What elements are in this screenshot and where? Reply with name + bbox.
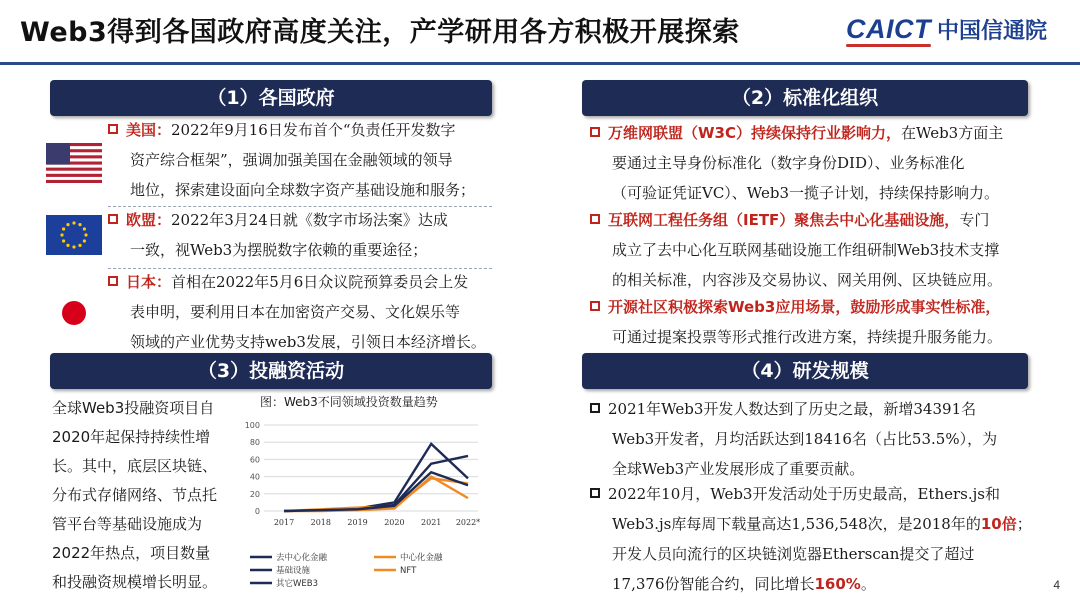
x-tick-label: 2017 <box>273 518 295 527</box>
caict-logo <box>846 14 1047 45</box>
x-tick-label: 2021 <box>421 518 442 527</box>
y-tick-label: 40 <box>249 472 260 482</box>
series-line-0 <box>284 444 468 511</box>
section-governments-header: （1）各国政府 <box>50 80 492 116</box>
rd-item-activity: 2022年10月，Web3开发活动处于历史最高，Ethers.js和 Web3.js库每周下载量高达1,536,548次，是2018年的10倍； 开发人员向流行的区块链浏览器Etherscan提交了超过 17,376份智能合约，同比增长160%。 <box>590 479 1036 599</box>
legend-label: 基础设施 <box>276 566 311 576</box>
us-flag-icon <box>46 143 102 183</box>
legend-label: 去中心化金融 <box>276 553 328 563</box>
y-tick-label: 60 <box>249 455 260 465</box>
chart-title: 图：Web3不同领域投资数量趋势 <box>260 395 438 409</box>
logo-text: 中国信通院 <box>937 19 1048 44</box>
gov-item-us: 美国：2022年9月16日发布首个“负责任开发数字 资产综合框架”，强调加强美国在金融领域的领导 地位，探索建设面向全球数字资产基础设施和服务； <box>108 115 496 205</box>
y-tick-label: 20 <box>249 489 260 499</box>
logo-mark: CAICT <box>846 14 931 45</box>
investment-chart <box>234 393 490 598</box>
x-tick-label: 2019 <box>347 518 368 527</box>
legend-label: NFT <box>400 566 417 576</box>
rd-item-developers: 2021年Web3开发人数达到了历史之最，新增34391名 Web3开发者，月均活跃达到18416名（占比53.5%），为 全球Web3产业发展形成了重要贡献。 <box>590 394 1036 484</box>
y-tick-label: 100 <box>244 421 260 430</box>
y-tick-label: 80 <box>249 438 260 448</box>
section-investment-header: （3）投融资活动 <box>50 353 492 389</box>
x-tick-label: 2018 <box>310 518 331 527</box>
gov-item-eu: 欧盟：2022年3月24日就《数字市场法案》达成 一致，视Web3为摆脱数字依赖的重要途径； <box>108 205 496 265</box>
japan-flag-icon <box>46 293 102 333</box>
section-rd-header: （4）研发规模 <box>582 353 1028 389</box>
std-item-w3c: 万维网联盟（W3C）持续保持行业影响力，在Web3方面主 要通过主导身份标准化（数字身份DID）、业务标准化 （可验证凭证VC）、Web3一揽子计划，持续保持影响力。 <box>590 118 1036 208</box>
x-tick-label: 2020 <box>384 518 405 527</box>
y-tick-label: 0 <box>254 507 260 516</box>
gov-item-japan: 日本：首相在2022年5月6日众议院预算委员会上发 表申明，要利用日本在加密资产交易、文化娱乐等 领域的产业优势支持web3发展，引领日本经济增长。 <box>108 267 496 357</box>
legend-label: 中心化金融 <box>400 553 443 563</box>
legend-label: 其它WEB3 <box>276 579 319 589</box>
x-tick-label: 2022* <box>455 518 481 527</box>
section-standards-header: （2）标准化组织 <box>582 80 1028 116</box>
eu-flag-icon <box>46 215 102 255</box>
page-title: Web3得到各国政府高度关注，产学研用各方积极开展探索 <box>20 17 740 48</box>
header-divider <box>0 62 1080 65</box>
investment-paragraph: 全球Web3投融资项目自 2020年起保持持续性增 长。其中，底层区块链、 分布式存储网络、节点托 管平台等基础设施成为 2022年热点，项目数量 和投融资规模增长明显。 <box>52 399 218 591</box>
std-item-ietf: 互联网工程任务组（IETF）聚焦去中心化基础设施，专门 成立了去中心化互联网基础设施工作组研制Web3技术支撑 的相关标准，内容涉及交易协议、网关用例、区块链应用。 <box>590 205 1036 295</box>
series-line-2 <box>284 456 468 511</box>
page-number: 4 <box>1053 578 1060 592</box>
chart-svg <box>234 393 490 598</box>
std-item-opensource: 开源社区积极探索Web3应用场景，鼓励形成事实性标准， 可通过提案投票等形式推行改进方案，持续提升服务能力。 <box>590 292 1036 352</box>
